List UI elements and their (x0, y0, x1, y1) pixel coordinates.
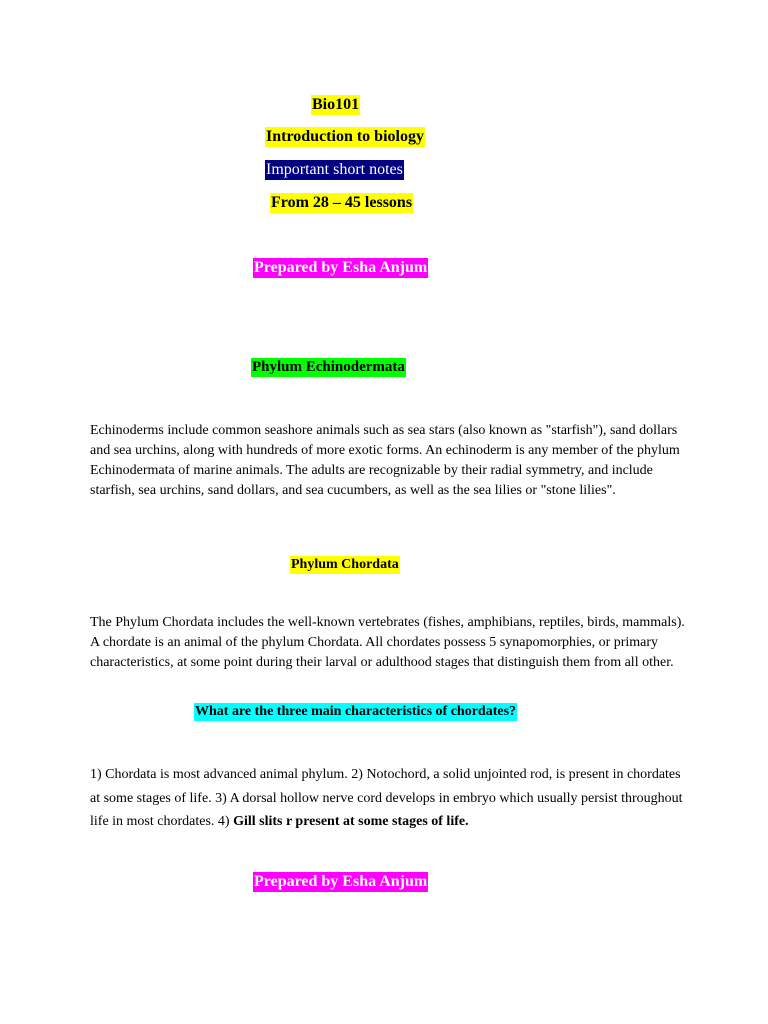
lessons-range: From 28 – 45 lessons (271, 194, 413, 211)
chordata-answer-bold: Gill slits r present at some stages of life. (233, 814, 469, 829)
chordata-answer-text: 1) Chordata is most advanced animal phylum. 2) Notochord, a solid unjointed rod, is present in chordates at some stages of life. 3) A dorsal hollow nerve cord develops in embryo which usually persist throughout life in most chordates. 4) (90, 767, 683, 829)
course-title: Introduction to biology (266, 128, 424, 145)
notes-label: Important short notes (266, 161, 403, 178)
course-code: Bio101 (312, 96, 360, 113)
chordata-paragraph: The Phylum Chordata includes the well-known vertebrates (fishes, amphibians, reptiles, birds, mammals). A chordate is an animal of the phylum Chordata. All chordates possess 5 synapomorphies, or primary characteristics, at some point during their larval or adulthood stages that distinguish them from all other. (90, 615, 685, 670)
chordata-heading: Phylum Chordata (291, 557, 399, 572)
author-credit-top: Prepared by Esha Anjum (254, 259, 428, 276)
chordata-question: What are the three main characteristics of chordates? (195, 704, 517, 719)
echinodermata-heading: Phylum Echinodermata (252, 359, 405, 375)
echinodermata-paragraph: Echinoderms include common seashore animals such as sea stars (also known as "starfish"), sand dollars and sea urchins, along with hundreds of more exotic forms. An echinoderm is any member of the phylum Echinodermata of marine animals. The adults are recognizable by their radial symmetry, and include starfish, sea urchins, sand dollars, and sea cucumbers, as well as the sea lilies or "stone lilies". (90, 423, 680, 498)
chordata-answer (90, 763, 690, 834)
author-credit-bottom: Prepared by Esha Anjum (254, 873, 428, 890)
